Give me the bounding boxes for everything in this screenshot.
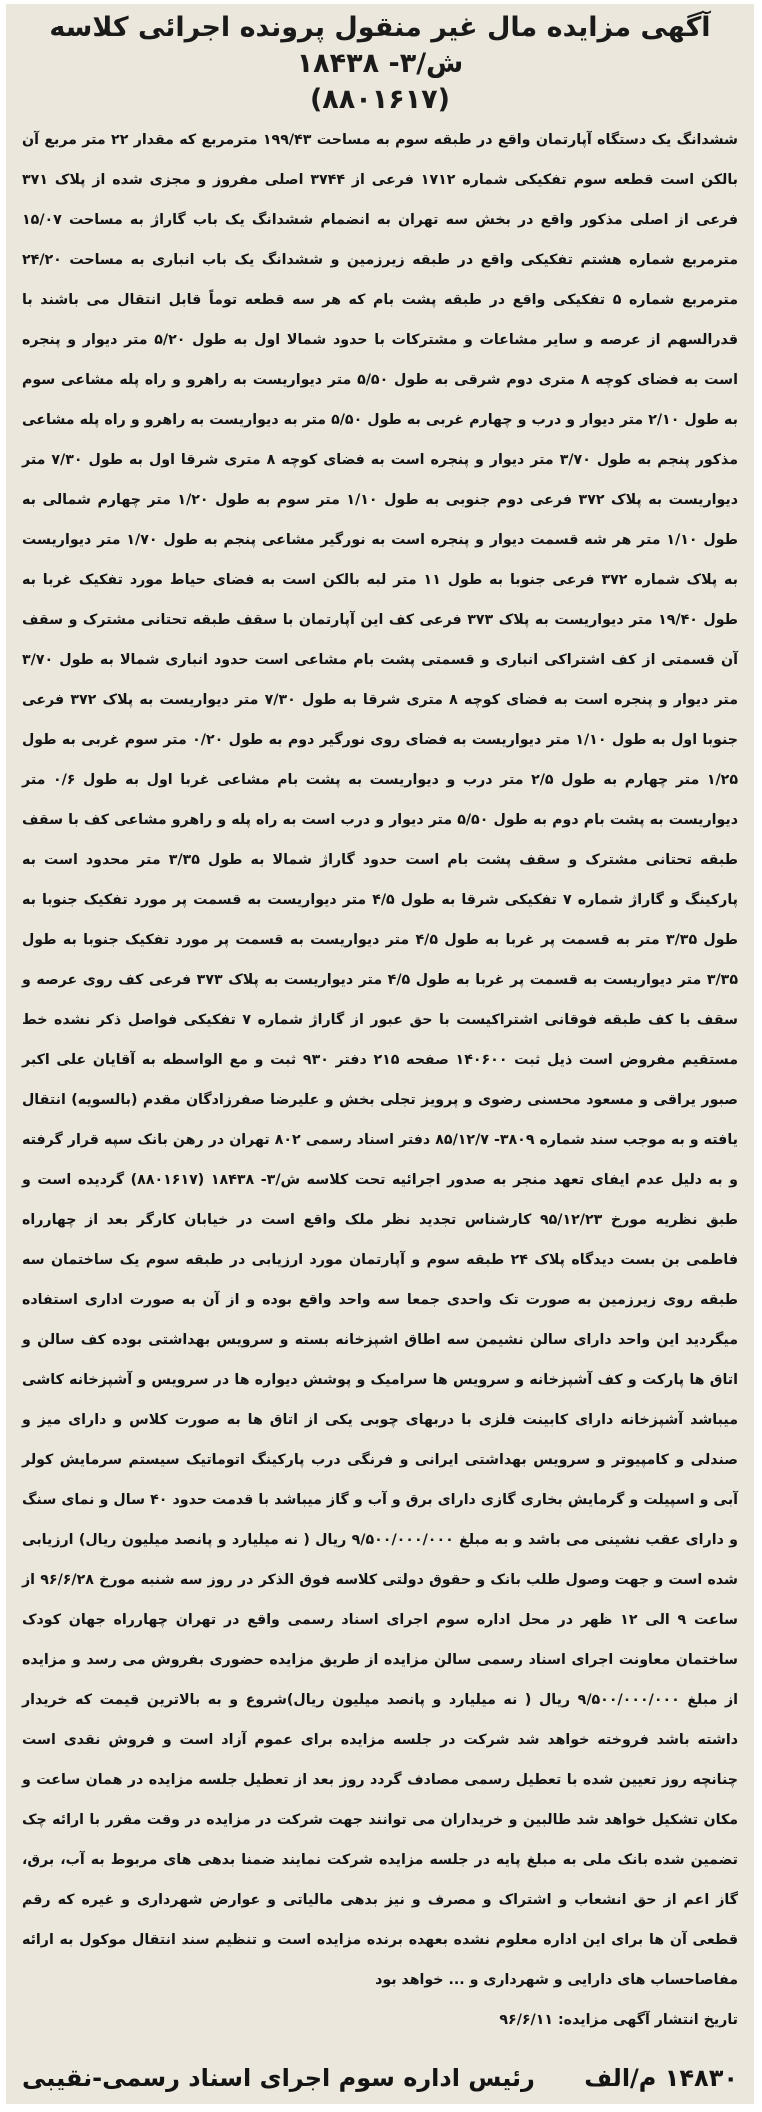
notice-title: [22, 10, 738, 118]
notice-body: ششدانگ یک دستگاه آپارتمان واقع در طبقه سوم به مساحت ۱۹۹/۴۳ مترمربع که مقدار ۲۲ متر مربع آن بالکن است قطعه سوم تفکیکی شماره ۱۷۱۲ فرعی از ۳۷۴۴ اصلی مفروز و مجزی شده از پلاک ۳۷۱ فرعی از اصلی مذکور واقع در بخش سه تهران به انضمام ششدانگ یک باب گاراژ به مساحت ۱۵/۰۷ مترمربع شماره هشتم تفکیکی واقع در طبقه زیرزمین و ششدانگ یک باب انباری به مساحت ۲۴/۲۰ مترمربع شماره ۵ تفکیکی واقع در طبقه پشت بام که هر سه قطعه توماً قابل انتقال می باشند با قدرالسهم از عرصه و سایر مشاعات و مشترکات با حدود شمالا اول به طول ۵/۲۰ متر دیوار و پنجره است به فضای کوچه ۸ متری دوم شرقی به طول ۵/۵۰ متر دیواریست به راهرو و راه پله مشاعی سوم به طول ۲/۱۰ متر دیوار و درب و چهارم غربی به طول ۵/۵۰ متر به دیواریست به راهرو و راه پله مشاعی مذکور پنجم به طول ۳/۷۰ متر دیوار و پنجره است به فضای کوچه ۸ متری شرقا اول به طول ۷/۳۰ متر دیواریست به پلاک ۳۷۲ فرعی دوم جنوبی به طول ۱/۱۰ متر سوم به طول ۱/۲۰ متر چهارم شمالی به طول ۱/۱۰ متر هر شه قسمت دیوار و پنجره است به نورگیر مشاعی پنجم به طول ۱/۷۰ متر دیواریست به پلاک شماره ۳۷۲ فرعی جنوبا به طول ۱۱ متر لبه بالکن است به فضای حیاط مورد تفکیک غربا به طول ۱۹/۴۰ متر دیواریست به پلاک ۳۷۳ فرعی کف این آپارتمان با سقف طبقه تحتانی مشترک و سقف آن قسمتی از کف اشتراکی انباری و قسمتی پشت بام مشاعی است حدود انباری شمالا به طول ۳/۷۰ متر دیوار و پنجره است به فضای کوچه ۸ متری شرقا به طول ۷/۳۰ متر دیواریست به پلاک ۳۷۲ فرعی جنوبا اول به طول ۱/۱۰ متر دیواریست به فضای روی نورگیر دوم به طول ۰/۲۰ متر سوم غربی به طول ۱/۲۵ متر چهارم به طول ۲/۵ متر درب و دیواریست به پشت بام مشاعی غربا اول به طول ۰/۶ متر دیواریست به پشت بام دوم به طول ۵/۵۰ متر دیوار و درب است به راه پله و راهرو مشاعی کف با سقف طبقه تحتانی مشترک و سقف پشت بام است حدود گاراژ شمالا به طول ۳/۳۵ متر محدود است به پارکینگ و گاراژ شماره ۷ تفکیکی شرقا به طول ۴/۵ متر دیواریست به قسمت پر مورد تفکیک جنوبا به طول ۳/۳۵ متر به قسمت پر غربا به طول ۴/۵ متر دیواریست به قسمت پر مورد تفکیک جنوبا به طول ۳/۳۵ متر دیواریست به قسمت پر غربا به طول ۴/۵ متر دیواریست به پلاک ۳۷۳ فرعی کف روی عرصه و سقف با کف طبقه فوقانی اشتراکیست با حق عبور از گاراژ شماره ۷ تفکیکی فواصل ذکر نشده خط مستقیم مفروض است ذیل ثبت ۱۴۰۶۰۰ صفحه ۲۱۵ دفتر ۹۳۰ ثبت و مع الواسطه به آقایان علی اکبر صبور یراقی و مسعود محسنی رضوی و پرویز تجلی بخش و علیرضا صفرزادگان مقدم (بالسویه) انتقال یافته و به موجب سند شماره ۳۸۰۹- ۸۵/۱۲/۷ دفتر اسناد رسمی ۸۰۲ تهران در رهن بانک سپه قرار گرفته و به دلیل عدم ایفای تعهد منجر به صدور اجرائیه تحت کلاسه ش/۳- ۱۸۴۳۸ (۸۸۰۱۶۱۷) گردیده است و طبق نظریه مورخ ۹۵/۱۲/۲۳ کارشناس تجدید نظر ملک واقع است در خیابان کارگر بعد از چهارراه فاطمی بن بست دیدگاه پلاک ۲۴ طبقه سوم و آپارتمان مورد ارزیابی در طبقه سوم یک ساختمان سه طبقه روی زیرزمین به صورت تک واحدی جمعا سه واحد واقع بوده و از آن به صورت اداری استفاده میگردید این واحد دارای سالن نشیمن سه اطاق اشپزخانه بسته و سرویس بهداشتی بوده کف سالن و اتاق ها پارکت و کف آشپزخانه و سرویس ها سرامیک و پوشش دیواره ها در سرویس و آشپزخانه کاشی میباشد آشپزخانه دارای کابینت فلزی با دربهای چوبی یکی از اتاق ها به صورت کلاس و دارای میز و صندلی و کامپیوتر و سرویس بهداشتی ایرانی و فرنگی درب پارکینگ اتوماتیک سیستم سرمایش کولر آبی و اسپیلت و گرمایش بخاری گازی دارای برق و آب و گاز میباشد با قدمت حدود ۴۰ سال و نمای سنگ و دارای عقب نشینی می باشد و به مبلغ ۹/۵۰۰/۰۰۰/۰۰۰ ریال ( نه میلیارد و پانصد میلیون ریال) ارزیابی شده است و جهت وصول طلب بانک و حقوق دولتی کلاسه فوق الذکر در روز سه شنبه مورخ ۹۶/۶/۲۸ از ساعت ۹ الی ۱۲ ظهر در محل اداره سوم اجرای اسناد رسمی واقع در تهران چهارراه جهان کودک ساختمان معاونت اجرای اسناد رسمی سالن مزایده از طریق مزایده حضوری بفروش می رسد و مزایده از مبلغ ۹/۵۰۰/۰۰۰/۰۰۰ ریال ( نه میلیارد و پانصد میلیون ریال)شروع و به بالاترین قیمت که خریدار داشته باشد فروخته خواهد شد شرکت در جلسه مزایده برای عموم آزاد است و فروش نقدی است چنانچه روز تعیین شده با تعطیل رسمی مصادف گردد روز بعد از تعطیل جلسه مزایده در همان ساعت و مکان تشکیل خواهد شد طالبین و خریداران می توانند جهت شرکت در مزایده در وقت مقرر با ارائه چک تضمین شده بانک ملی به مبلغ پایه در جلسه مزایده شرکت نمایند ضمنا بدهی های مربوط به آب، برق، گاز اعم از حق انشعاب و اشتراک و مصرف و نیز بدهی مالیاتی و عوارض شهرداری و غیره که رقم قطعی آن ها برای این اداره معلوم نشده بعهده برنده مزایده است و تنظیم سند انتقال موکول به ارائه مفاصاحساب های دارایی و شهرداری و ... خواهد بود: [22, 132, 739, 1988]
notice-title-line-2: [22, 82, 738, 118]
notice-body-text: [22, 120, 738, 2040]
notice-footer: [22, 2062, 738, 2094]
notice-title-line-1: آگهی مزایده مال غیر منقول پرونده اجرائی کلاسه ش/۳- ۱۸۴۳۸: [49, 12, 711, 79]
notice-case-code: (۸۸۰۱۶۱۷): [309, 84, 451, 115]
notice-clipping: [6, 4, 754, 2104]
notice-signature: رئیس اداره سوم اجرای اسناد رسمی-نقیبی: [22, 2064, 535, 2092]
notice-publish-date: تاریخ انتشار آگهی مزایده: ۹۶/۶/۱۱: [499, 2012, 738, 2028]
notice-reference: ۱۴۸۳۰ م/الف: [584, 2064, 738, 2092]
